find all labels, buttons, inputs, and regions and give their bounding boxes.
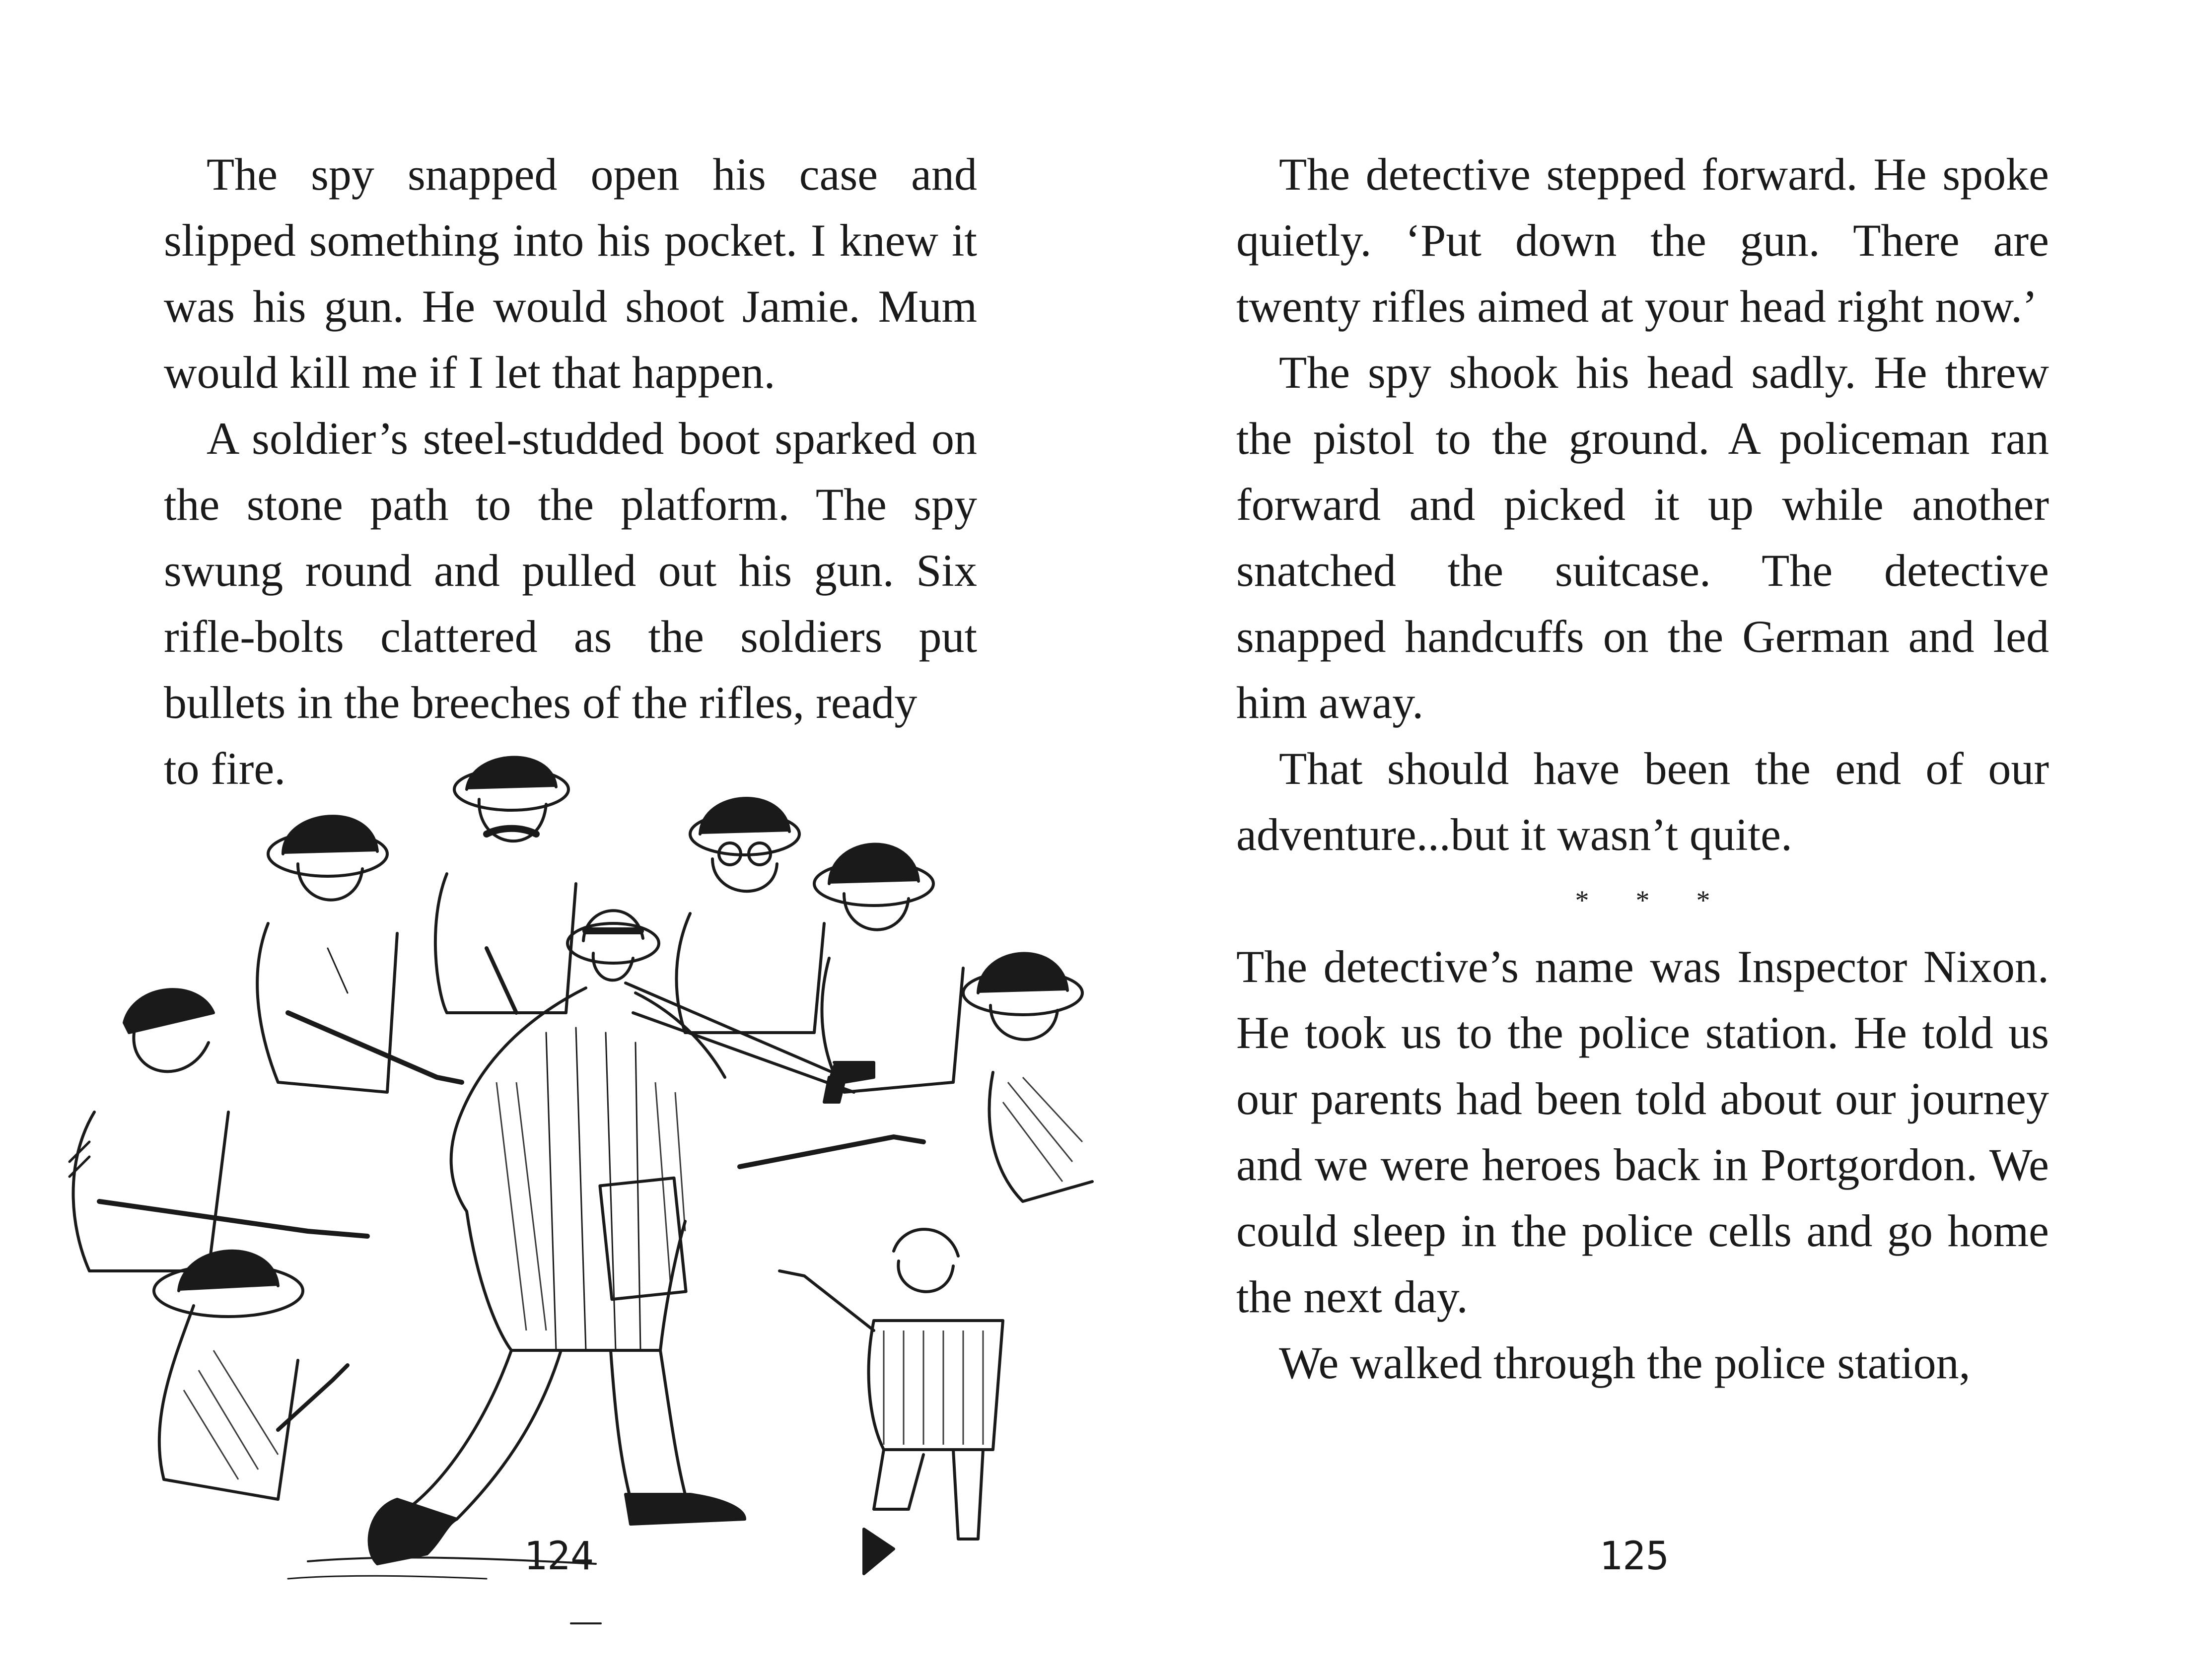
paragraph: The spy shook his head sadly. He threw the pistol to the ground. A policeman ran forward and picked it up while another snatched the suitcase. The detective snapped handcuffs on the German and led him away. <box>1236 347 2049 728</box>
right-page <box>1094 0 2189 1680</box>
soldiers-surround-spy-illustration <box>50 735 1107 1648</box>
right-text-block <box>1236 141 2049 1396</box>
paragraph: A soldier’s steel-studded boot sparked on the stone path to the platform. The spy swung round and pulled out his gun. Six rifle-bolts clattered as the soldiers put bullets in the breeches of the rifles, ready <box>164 413 977 728</box>
section-separator: * * * <box>1575 885 1730 916</box>
paragraph: That should have been the end of our adventure...but it wasn’t quite. <box>1236 743 2049 860</box>
page-number: 124 <box>524 1534 594 1579</box>
paragraph-end-line: to fire. <box>164 743 286 794</box>
paragraph: The detective stepped forward. He spoke quietly. ‘Put down the gun. There are twenty rifles aimed at your head right now.’ <box>1236 149 2049 332</box>
left-text-block <box>164 141 977 802</box>
paragraph: The detective’s name was Inspector Nixon. He took us to the police station. He told us our parents had been told about our journey and we were heroes back in Portgordon. We could sleep in the police cells and go home the next day. <box>1236 941 2049 1322</box>
page-number: 125 <box>1599 1534 1669 1579</box>
paragraph: We walked through the police station, <box>1279 1337 1971 1388</box>
paragraph: The spy snapped open his case and slipped something into his pocket. I knew it was his gun. He would shoot Jamie. Mum would kill me if I let that happen. <box>164 149 977 398</box>
left-page <box>0 0 1094 1680</box>
